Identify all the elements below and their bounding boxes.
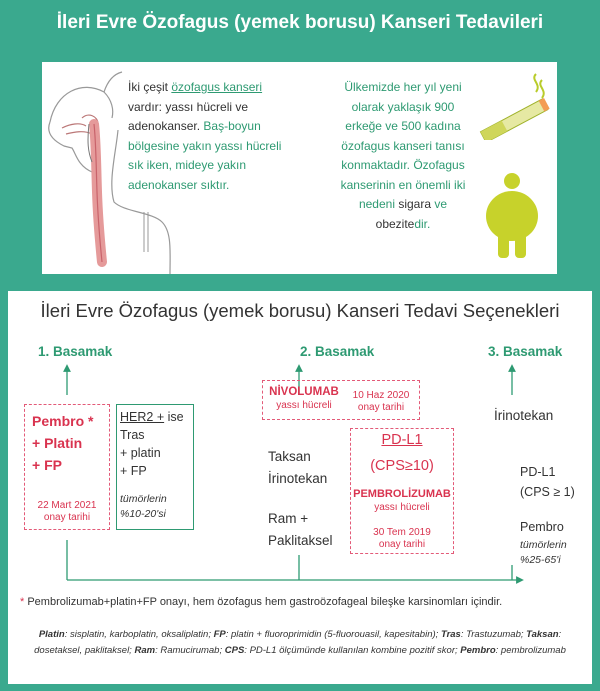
irinotekan-step3: İrinotekan [494, 408, 554, 423]
page-title: İleri Evre Özofagus (yemek borusu) Kanseri Tedavileri [56, 12, 544, 33]
legend-value: : platin + fluoroprimidin (5-fluorouasil, kapesitabin); [225, 629, 441, 640]
step1-regimen [32, 410, 108, 476]
date-line: onay tarihi [378, 539, 426, 550]
step-3-label: 3. Basamak [488, 344, 563, 359]
her2-note [120, 492, 167, 522]
pdl1-title [350, 432, 454, 448]
ram-text: Ram + [268, 511, 309, 526]
taksan-text: Taksan [268, 449, 311, 464]
text-segment: Ülkemizde her yıl yeni olarak yaklaşık 900 erkeğe ve 500 kadına özofagus kanseri tanısı konmaktadır. Özofagus kanserinin en önemli iki nedeni [340, 80, 466, 211]
note-line: %10-20'si [120, 508, 166, 520]
nivolumab-date [344, 390, 418, 414]
legend-value: : PD-L1 ölçümünde kullanılan kombine pozitif skor; [244, 645, 461, 656]
pdl1-label: PD-L1 [520, 465, 556, 479]
date-line: onay tarihi [43, 512, 91, 523]
her2-line [120, 408, 192, 426]
text-segment: sigara [398, 197, 432, 211]
legend-key: CPS [224, 645, 245, 656]
esophagus-cancer-link[interactable]: özofagus kanseri [171, 80, 263, 94]
text-segment: İki çeşit [128, 80, 172, 94]
legend-value: : sisplatin, karboplatin, oksaliplatin; [64, 629, 214, 640]
legend-key: Ram [134, 645, 156, 656]
irinotekan-text: İrinotekan [268, 471, 328, 486]
legend-value: : Trastuzumab; [460, 629, 527, 640]
footnote [20, 596, 580, 608]
step-1-label: 1. Basamak [38, 344, 113, 359]
legend-key: FP [213, 629, 226, 640]
date-line: 30 Tem 2019 [373, 527, 431, 538]
her2-regimen [120, 408, 192, 480]
note-line: tümörlerin [520, 539, 567, 551]
legend-value: : Ramucirumab; [155, 645, 225, 656]
date-line: 22 Mart 2021 [37, 500, 97, 511]
step1-approval-date [24, 500, 110, 524]
legend-key: Platin [38, 629, 65, 640]
step-2-label: 2. Basamak [300, 344, 375, 359]
text-segment: dir. [414, 216, 431, 231]
text-segment: ve [431, 197, 448, 211]
pembrolizumab-date [350, 527, 454, 551]
regimen-line: Tras [120, 428, 145, 442]
regimen-line: + FP [32, 457, 62, 473]
step3-pdl1 [520, 462, 575, 502]
footnote-star: * [20, 596, 25, 608]
text-segment: ise [164, 410, 184, 424]
nivolumab-subtype: yassı hücreli [276, 400, 332, 411]
pdl1-label: PD-L1 [381, 432, 423, 448]
cps-threshold: (CPS≥10) [370, 458, 434, 474]
pembrolizumab-name: PEMBROLİZUMAB [353, 488, 451, 500]
legend-key: Taksan [526, 629, 559, 640]
cps-threshold: (CPS ≥ 1) [520, 485, 575, 499]
pembrolizumab-subtype: yassı hücreli [374, 502, 430, 513]
text-segment: Baş-boyun bölgesine yakın yassı hücreli sık iken, mideye yakın adenokanser sıktır. [128, 119, 282, 192]
regimen-line: + Platin [32, 435, 83, 451]
her2-marker: HER2 + [120, 410, 165, 424]
treatment-title: İleri Evre Özofagus (yemek borusu) Kanseri Tedavi Seçenekleri [40, 300, 560, 321]
date-line: onay tarihi [357, 402, 405, 413]
legend-value: : dosetaksel, paklitaksel; [34, 629, 562, 656]
legend-key: Tras [440, 629, 461, 640]
regimen-line: + FP [120, 464, 147, 478]
legend-value: : pembrolizumab [495, 645, 566, 656]
regimen-line: + platin [120, 446, 161, 460]
note-line: tümörlerin [120, 493, 167, 505]
paklitaksel-text: Paklitaksel [268, 533, 333, 548]
abbreviation-legend [30, 627, 570, 659]
text-segment: obezite [375, 216, 415, 231]
step3-pembro: Pembro [520, 520, 564, 534]
note-line: %25-65'i [520, 554, 561, 566]
footnote-text: Pembrolizumab+platin+FP onayı, hem özofagus hem gastroözofageal bileşke karsinomları içindir. [24, 596, 503, 608]
legend-key: Pembro [460, 645, 496, 656]
nivolumab-name: NİVOLUMAB [269, 386, 339, 398]
date-line: 10 Haz 2020 [352, 390, 410, 401]
regimen-line: Pembro * [32, 413, 94, 429]
step3-note [520, 538, 567, 568]
text-segment: vardır: yassı hücreli ve adenokanser. [128, 99, 249, 133]
